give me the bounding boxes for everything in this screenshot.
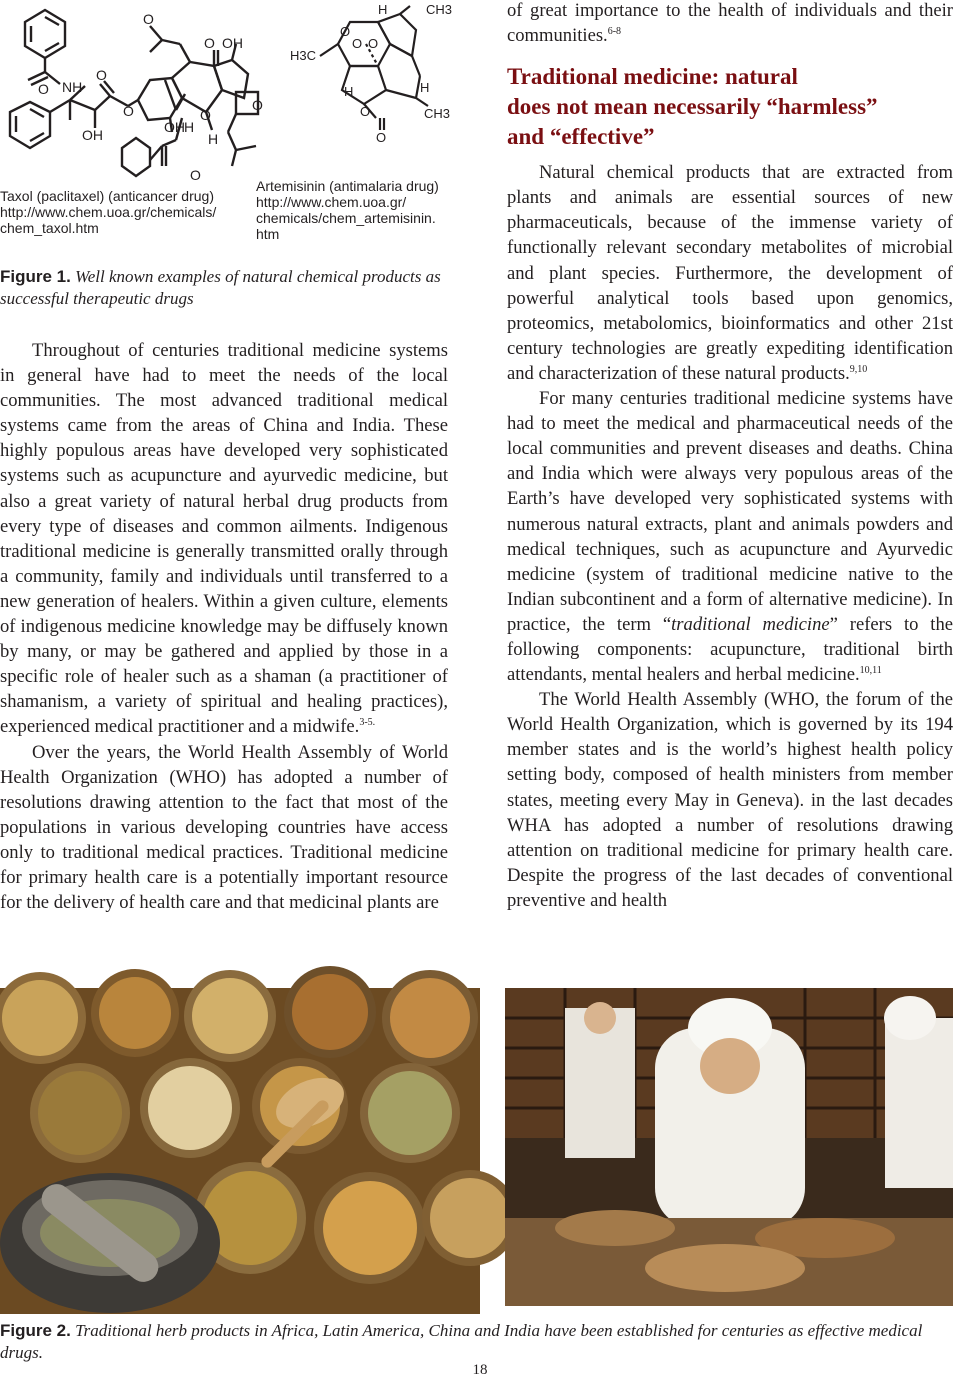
figure1-caption <box>0 266 450 310</box>
paragraph <box>0 338 448 740</box>
figure1-label: Figure 1. <box>0 267 71 286</box>
atom-label: O <box>143 11 154 27</box>
paragraph <box>0 740 448 916</box>
figure2-text: Traditional herb products in Africa, Latin America, China and India have been established for centuries as effective medical drugs. <box>0 1321 923 1362</box>
heading-line: does not mean necessarily “harmless” <box>507 94 878 120</box>
atom-label: O <box>376 130 387 145</box>
page-number: 18 <box>472 1362 488 1378</box>
citation: 9,10 <box>849 363 868 375</box>
paragraph-continued <box>507 0 953 48</box>
atom-label: CH3 <box>424 106 451 121</box>
term-emphasis: traditional medicine <box>671 613 830 635</box>
caption-line: http://www.chem.uoa.gr/chemicals/ <box>0 204 217 220</box>
paragraph-text: The World Health Assembly (WHO, the forum of the World Health Organization, which is governed by its 194 member states and is the world’s highest health policy setting body, composed of health ministers from member states, meeting every May in Geneva). in the last decades WHA has adopted a number of resolutions drawing attention on traditional medicine for primary health care. Despite the progress of the last decades of conventional preventive and health <box>507 689 953 911</box>
left-column <box>0 338 448 915</box>
caption-line: Taxol (paclitaxel) (anticancer drug) <box>0 188 214 204</box>
atom-label: O <box>38 81 49 97</box>
atom-label: OH <box>222 35 243 51</box>
artemisinin-structure <box>290 0 453 145</box>
atom-label: O <box>96 67 107 83</box>
caption-line: chem_taxol.htm <box>0 220 99 236</box>
atom-label: NH <box>62 79 83 95</box>
paragraph-text: Natural chemical products that are extracted from plants and animals are essential sources of new pharmaceuticals, because of the immense variety of functionally relevant secondary metabolites of microbial and plant species. Furthermore, the development of powerful analytical tools based upon genomics, proteomics, metabolomics, bioinformatics and other 21st century technologies are greatly expediting identification and characterization of these natural products. <box>507 162 953 384</box>
atom-label: H <box>420 80 430 95</box>
right-column <box>507 0 953 913</box>
paragraph <box>507 160 953 386</box>
caption-line: Artemisinin (antimalaria drug) <box>256 178 439 194</box>
atom-label: OH <box>164 119 185 135</box>
atom-label: CH3 <box>426 2 453 17</box>
atom-label: O <box>340 24 351 39</box>
citation: 3-5. <box>359 717 376 729</box>
paragraph-text: Over the years, the World Health Assembly of World Health Organization (WHO) has adopted a number of resolutions drawing attention to the fact that most of the populations in various developing countries have access only to traditional medical practices. Traditional medicine for primary health care is a potentially important resource for the delivery of health care and that medicinal plants are <box>0 741 448 914</box>
atom-label: O <box>360 104 371 119</box>
atom-label: O <box>352 36 363 51</box>
atom-label: O <box>190 167 201 183</box>
atom-label: O <box>368 36 379 51</box>
figure1-text: Well known examples of natural chemical products as successful therapeutic drugs <box>0 267 441 308</box>
paragraph <box>507 386 953 687</box>
caption-line: http://www.chem.uoa.gr/ <box>256 194 407 210</box>
heading-line: and “effective” <box>507 124 655 150</box>
paragraph-text: of great importance to the health of individuals and their communities. <box>507 0 953 47</box>
caption-line: chemicals/chem_artemisinin. <box>256 210 436 226</box>
herb-jars-photo <box>0 988 480 1314</box>
atom-label: O <box>204 35 215 51</box>
atom-label: OH <box>82 127 103 143</box>
artemisinin-caption <box>256 178 456 242</box>
paragraph <box>507 687 953 913</box>
citation: 10,11 <box>859 664 882 676</box>
atom-label: O <box>123 103 134 119</box>
paragraph-text: ” refers to the following components: acupuncture, traditional birth attendants, mental healers and herbal medicine. <box>507 613 953 686</box>
citation: 6-8 <box>607 25 622 37</box>
atom-label: O <box>252 97 263 113</box>
atom-label: H <box>184 119 195 135</box>
atom-label: H3C <box>290 48 317 63</box>
atom-label: O <box>200 107 211 123</box>
atom-label: H <box>378 2 388 17</box>
atom-label: H <box>208 131 219 147</box>
taxol-structure <box>0 0 263 185</box>
caption-line: htm <box>256 226 280 242</box>
atom-label: H <box>344 84 354 99</box>
figure2-caption <box>0 1320 960 1364</box>
paragraph-text: Throughout of centuries traditional medicine systems in general have had to meet the needs of the local communities. The most advanced traditional medical systems came from the areas of China and India. These highly populous areas have developed very sophisticated systems such as acupuncture and ayurvedic medicine, but also a great variety of natural herbal drug products from every type of diseases and common ailments. Indigenous traditional medicine is generally transmitted orally through a community, family and individuals until transferred to a new generation of healers. Within a given culture, elements of indigenous medicine knowledge may be diffusely known by many, or may be gathered and applied by those in a specific role of healer such as a shaman (a practitioner of shamanism, a variety of spiritual and healing practices), experienced medical practitioner and a midwife. <box>0 340 448 738</box>
taxol-caption <box>0 188 235 236</box>
section-heading <box>507 62 953 152</box>
pharmacy-workers-photo <box>505 988 953 1306</box>
paragraph-text: For many centuries traditional medicine systems have had to meet the medical and pharmaceutical needs of the local communities and prevent diseases and deaths. China and India which were always very populous areas of the Earth’s have developed very sophisticated systems with numerous natural extracts, plant and animals powders and medical techniques, such as acupuncture and Ayurvedic medicine (system of traditional medicine native to the Indian subcontinent and a form of alternative medicine). In practice, the term “ <box>507 388 953 635</box>
heading-line: Traditional medicine: natural <box>507 64 798 90</box>
figure2-label: Figure 2. <box>0 1321 71 1340</box>
